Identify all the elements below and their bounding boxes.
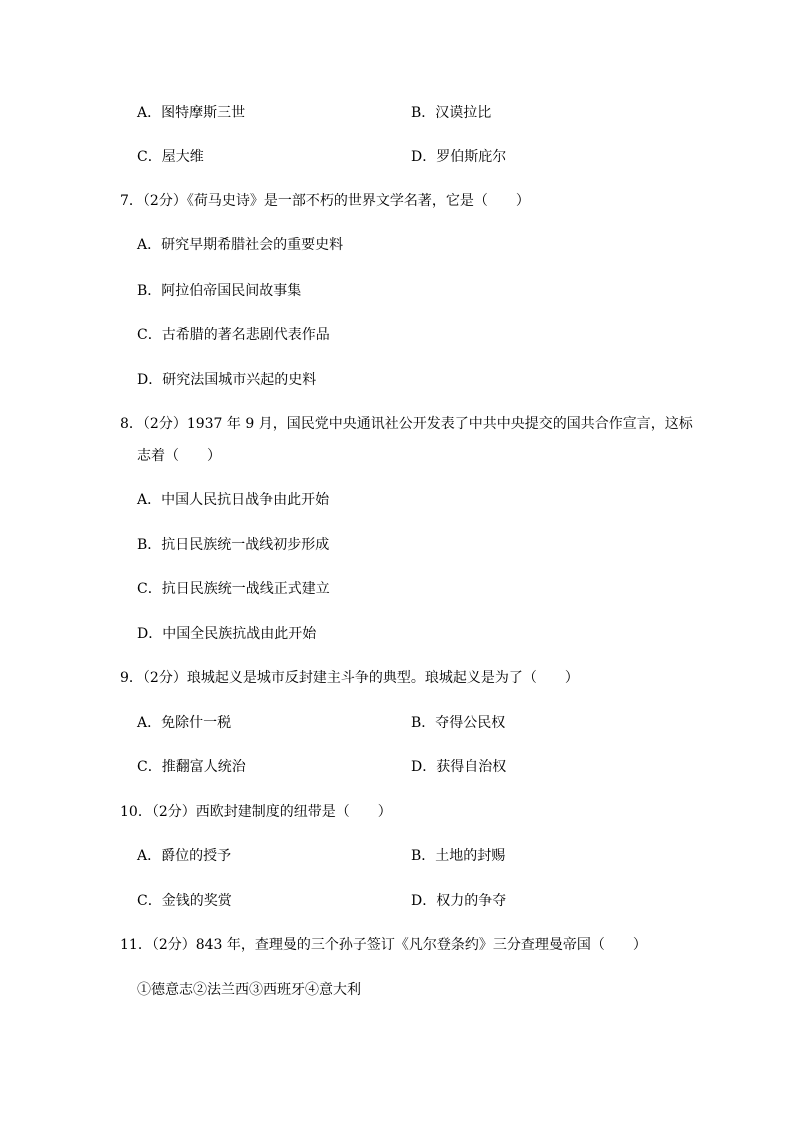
q9-option-b: B．夺得公民权 <box>411 715 506 731</box>
q6-option-c: C．屋大维 <box>137 149 204 165</box>
q10-option-d: D．权力的争夺 <box>411 893 507 909</box>
q9-option-d: D．获得自治权 <box>411 759 507 775</box>
q7-option-c: C．古希腊的著名悲剧代表作品 <box>137 327 330 343</box>
q11-stem: 11．（2分）843 年，查理曼的三个孙子签订《凡尔登条约》三分查理曼帝国（ ） <box>120 937 647 953</box>
q8-stem-line2: 志着（ ） <box>137 448 221 464</box>
q9-stem: 9．（2分）琅城起义是城市反封建主斗争的典型。琅城起义是为了（ ） <box>120 670 579 686</box>
q6-option-a: A．图特摩斯三世 <box>137 105 246 121</box>
q10-option-c: C．金钱的奖赏 <box>137 893 232 909</box>
q7-stem: 7．（2分）《荷马史诗》是一部不朽的世界文学名著，它是（ ） <box>120 193 530 209</box>
q8-option-a: A．中国人民抗日战争由此开始 <box>137 492 330 508</box>
q8-option-d: D．中国全民族抗战由此开始 <box>137 626 317 642</box>
q7-option-b: B．阿拉伯帝国民间故事集 <box>137 283 302 299</box>
q10-stem: 10．（2分）西欧封建制度的纽带是（ ） <box>120 804 392 820</box>
q10-option-b: B．土地的封赐 <box>411 848 506 864</box>
q11-items: ①德意志②法兰西③西班牙④意大利 <box>137 982 361 998</box>
q7-option-d: D．研究法国城市兴起的史料 <box>137 372 317 388</box>
q6-option-b: B．汉谟拉比 <box>411 105 492 121</box>
q8-stem-line1: 8．（2分）1937 年 9 月，国民党中央通讯社公开发表了中共中央提交的国共合作宣言，这标 <box>120 416 693 432</box>
q10-option-a: A．爵位的授予 <box>137 848 232 864</box>
q8-option-b: B．抗日民族统一战线初步形成 <box>137 537 330 553</box>
q6-option-d: D．罗伯斯庇尔 <box>411 149 507 165</box>
q9-option-a: A．免除什一税 <box>137 715 232 731</box>
q9-option-c: C．推翻富人统治 <box>137 759 246 775</box>
q8-option-c: C．抗日民族统一战线正式建立 <box>137 581 330 597</box>
q7-option-a: A．研究早期希腊社会的重要史料 <box>137 237 344 253</box>
